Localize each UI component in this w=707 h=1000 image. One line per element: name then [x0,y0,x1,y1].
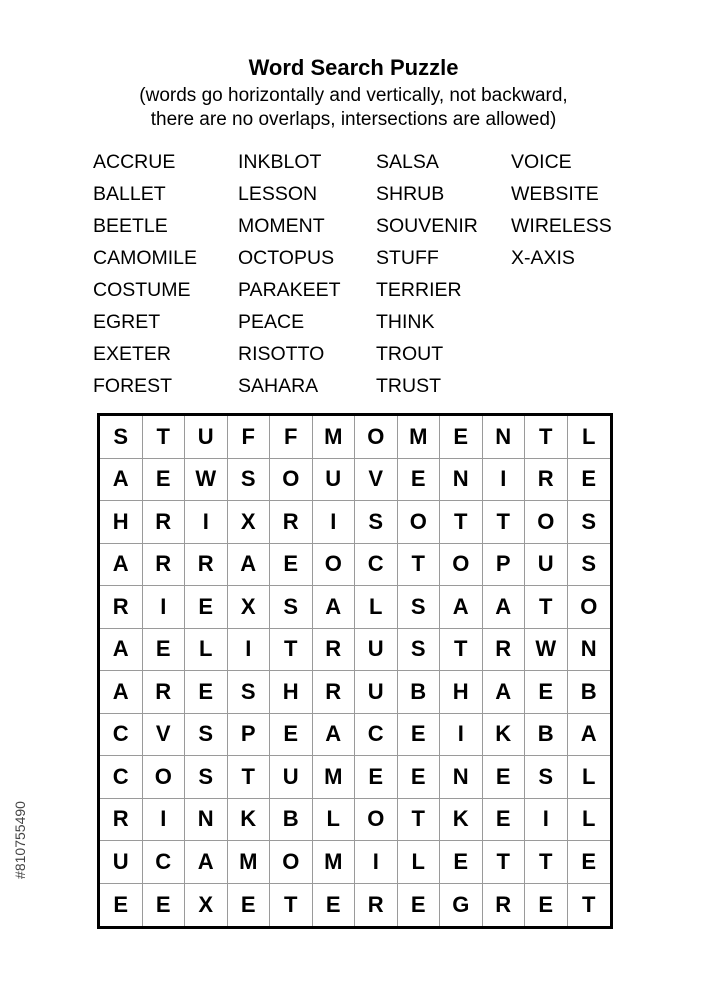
grid-cell[interactable]: T [582,891,596,917]
grid-cell[interactable]: O [355,799,398,842]
grid-cell[interactable]: U [185,416,228,459]
grid-cell[interactable]: T [440,501,483,544]
grid-cell[interactable]: A [483,671,526,714]
grid-cell[interactable]: E [143,884,186,927]
grid-cell[interactable]: V [355,459,398,502]
word-item: LESSON [238,183,318,205]
word-item: PEACE [238,311,305,333]
grid-cell[interactable]: C [143,841,186,884]
word-item: SAHARA [238,375,319,397]
grid-cell[interactable]: R [483,629,526,672]
grid-cell[interactable]: O [398,501,441,544]
word-item: COSTUME [93,279,191,301]
word-item: RISOTTO [238,343,325,365]
grid-cell[interactable]: U [355,671,398,714]
grid-cell[interactable]: E [270,544,313,587]
grid-cell[interactable]: T [525,416,568,459]
word-item: SALSA [376,151,439,173]
grid-cell[interactable]: E [185,671,228,714]
grid-cell[interactable]: P [483,544,526,587]
word-column [93,146,197,402]
grid-cell[interactable]: U [270,756,313,799]
word-item: SOUVENIR [376,215,478,237]
word-item: INKBLOT [238,151,322,173]
grid-cell[interactable]: R [143,501,186,544]
word-column [511,146,612,274]
grid-cell[interactable]: I [185,501,228,544]
grid-cell[interactable]: A [228,544,271,587]
grid-cell[interactable]: C [355,544,398,587]
grid-cell[interactable]: T [525,841,568,884]
grid-cell[interactable]: I [313,501,356,544]
grid-cell[interactable]: E [313,884,356,927]
grid-cell[interactable]: B [270,799,313,842]
word-item: TROUT [376,343,444,365]
grid-cell[interactable]: O [143,756,186,799]
grid-cell[interactable]: E [185,586,228,629]
grid-cell[interactable]: E [525,884,568,927]
grid-cell[interactable]: K [483,714,526,757]
grid-cell[interactable]: O [270,459,313,502]
grid-cell[interactable]: S [100,416,143,459]
word-column [376,146,478,402]
grid-cell[interactable]: M [313,841,356,884]
grid-cell[interactable]: S [568,501,611,544]
grid-cell[interactable]: N [440,459,483,502]
grid-cell[interactable]: S [228,459,271,502]
grid-cell[interactable]: N [440,756,483,799]
grid-cell[interactable]: T [143,416,186,459]
grid-cell[interactable]: R [525,459,568,502]
word-item: VOICE [511,151,572,173]
grid-cell[interactable]: A [313,586,356,629]
grid-cell[interactable]: H [270,671,313,714]
grid-cell[interactable]: T [398,544,441,587]
grid-cell[interactable]: C [355,714,398,757]
grid-cell[interactable]: T [525,586,568,629]
grid-cell[interactable]: U [525,544,568,587]
grid-cell[interactable]: S [228,671,271,714]
grid-cell[interactable]: I [143,586,186,629]
puzzle-instructions [0,84,707,132]
grid-cell[interactable]: E [525,671,568,714]
grid-cell[interactable]: E [270,714,313,757]
grid-cell[interactable]: X [228,501,271,544]
grid-cell[interactable]: M [228,841,271,884]
instructions-line-1: (words go horizontally and vertically, not backward, [139,85,568,106]
grid-cell[interactable]: L [568,756,611,799]
word-item: X-AXIS [511,247,575,269]
word-item: TRUST [376,375,441,397]
grid-cell[interactable]: O [568,586,611,629]
letter-grid [97,413,613,929]
grid-cell[interactable]: O [355,416,398,459]
grid-cell[interactable]: X [185,884,228,927]
grid-cell[interactable]: S [355,501,398,544]
grid-cell[interactable]: L [568,416,611,459]
grid-cell[interactable]: R [313,629,356,672]
grid-cell[interactable]: N [185,799,228,842]
grid-cell[interactable]: H [100,501,143,544]
puzzle-title: Word Search Puzzle [248,55,459,80]
instructions-line-2: there are no overlaps, intersections are allowed) [150,109,557,130]
grid-cell[interactable]: R [313,671,356,714]
grid-cell[interactable]: E [440,416,483,459]
grid-cell[interactable]: A [483,586,526,629]
grid-cell[interactable]: M [398,416,441,459]
grid-cell[interactable]: F [228,416,271,459]
grid-cell[interactable]: K [228,799,271,842]
grid-cell[interactable]: E [440,841,483,884]
grid-cell[interactable]: S [398,586,441,629]
grid-cell[interactable]: S [270,586,313,629]
grid-cell[interactable]: I [228,629,271,672]
grid-cell[interactable]: A [100,629,143,672]
word-item: WIRELESS [511,215,612,237]
word-item: ACCRUE [93,151,176,173]
grid-cell[interactable]: E [398,756,441,799]
grid-cell[interactable]: T [483,841,526,884]
word-item: MOMENT [238,215,325,237]
grid-cell[interactable]: G [440,884,483,927]
grid-cell[interactable]: I [143,799,186,842]
grid-cell[interactable]: E [143,629,186,672]
grid-cell[interactable]: A [313,714,356,757]
grid-cell[interactable]: S [185,714,228,757]
grid-cell[interactable]: L [313,799,356,842]
grid-cell[interactable]: R [143,544,186,587]
grid-cell[interactable]: R [355,884,398,927]
grid-cell[interactable]: C [100,714,143,757]
grid-cell[interactable]: T [398,799,441,842]
grid-cell[interactable]: A [100,671,143,714]
grid-cell[interactable]: O [270,841,313,884]
grid-cell[interactable]: I [483,459,526,502]
grid-cell[interactable]: U [355,629,398,672]
grid-cell[interactable]: R [100,799,143,842]
word-list [0,146,707,406]
grid-cell[interactable]: T [483,501,526,544]
grid-cell[interactable]: T [270,629,313,672]
grid-cell[interactable]: S [525,756,568,799]
grid-cell[interactable]: E [143,459,186,502]
word-column [238,146,341,402]
word-item: EGRET [93,311,161,333]
grid-cell[interactable]: R [100,586,143,629]
grid-cell[interactable]: U [313,459,356,502]
word-item: THINK [376,311,435,333]
grid-cell[interactable]: S [398,629,441,672]
grid-cell[interactable]: L [398,841,441,884]
grid-cell[interactable]: B [568,671,611,714]
word-item: FOREST [93,375,173,397]
grid-cell[interactable]: C [100,756,143,799]
grid-cell[interactable]: E [398,459,441,502]
grid-cell[interactable]: R [143,671,186,714]
grid-cell[interactable]: A [568,714,611,757]
grid-cell[interactable]: N [483,416,526,459]
word-item: TERRIER [376,279,462,301]
grid-cell[interactable]: E [483,756,526,799]
grid-cell[interactable]: T [270,884,313,927]
grid-cell[interactable]: S [185,756,228,799]
grid-cell[interactable]: L [355,586,398,629]
grid-cell[interactable]: H [440,671,483,714]
word-item: SHRUB [376,183,445,205]
grid-cell[interactable]: R [185,544,228,587]
grid-cell[interactable]: I [355,841,398,884]
grid-cell[interactable]: I [440,714,483,757]
grid-cell[interactable]: M [313,416,356,459]
grid-cell[interactable]: E [483,799,526,842]
grid-cell[interactable]: T [228,756,271,799]
word-item: EXETER [93,343,172,365]
grid-cell[interactable]: O [440,544,483,587]
grid-cell[interactable]: S [568,544,611,587]
grid-cell[interactable]: U [100,841,143,884]
grid-cell[interactable]: F [270,416,313,459]
grid-cell[interactable]: E [568,459,611,502]
word-item: BEETLE [93,215,168,237]
word-item: OCTOPUS [238,247,335,269]
grid-cell[interactable]: W [525,629,568,672]
grid-cell[interactable]: A [440,586,483,629]
grid-cell[interactable]: R [483,884,526,927]
grid-cell[interactable]: M [313,756,356,799]
grid-cell[interactable]: L [185,629,228,672]
grid-cell[interactable]: E [398,714,441,757]
grid-cell[interactable]: E [355,756,398,799]
image-id-label: #810755490 [12,801,28,879]
word-item: STUFF [376,247,439,269]
grid-cell[interactable]: P [228,714,271,757]
word-item: WEBSITE [511,183,599,205]
grid-cell[interactable]: E [100,884,143,927]
grid-cell[interactable]: E [228,884,271,927]
grid-cell[interactable]: X [228,586,271,629]
grid-cell[interactable]: E [568,841,611,884]
grid-cell[interactable]: A [100,544,143,587]
grid-cell[interactable]: O [313,544,356,587]
grid-cell[interactable]: R [270,501,313,544]
grid-cell[interactable]: L [568,799,611,842]
word-item: BALLET [93,183,166,205]
grid-cell[interactable]: I [525,799,568,842]
grid-cell[interactable]: E [398,884,441,927]
word-item: PARAKEET [238,279,341,301]
grid-cell[interactable]: V [143,714,186,757]
grid-cell[interactable]: W [185,459,228,502]
grid-cell[interactable]: N [568,629,611,672]
word-item: CAMOMILE [93,247,198,269]
grid-cell[interactable]: A [185,841,228,884]
grid-cell[interactable]: A [100,459,143,502]
grid-cell[interactable]: T [440,629,483,672]
grid-cell[interactable]: B [525,714,568,757]
grid-cell[interactable]: B [398,671,441,714]
grid-cell[interactable]: K [440,799,483,842]
grid-cell[interactable]: O [525,501,568,544]
